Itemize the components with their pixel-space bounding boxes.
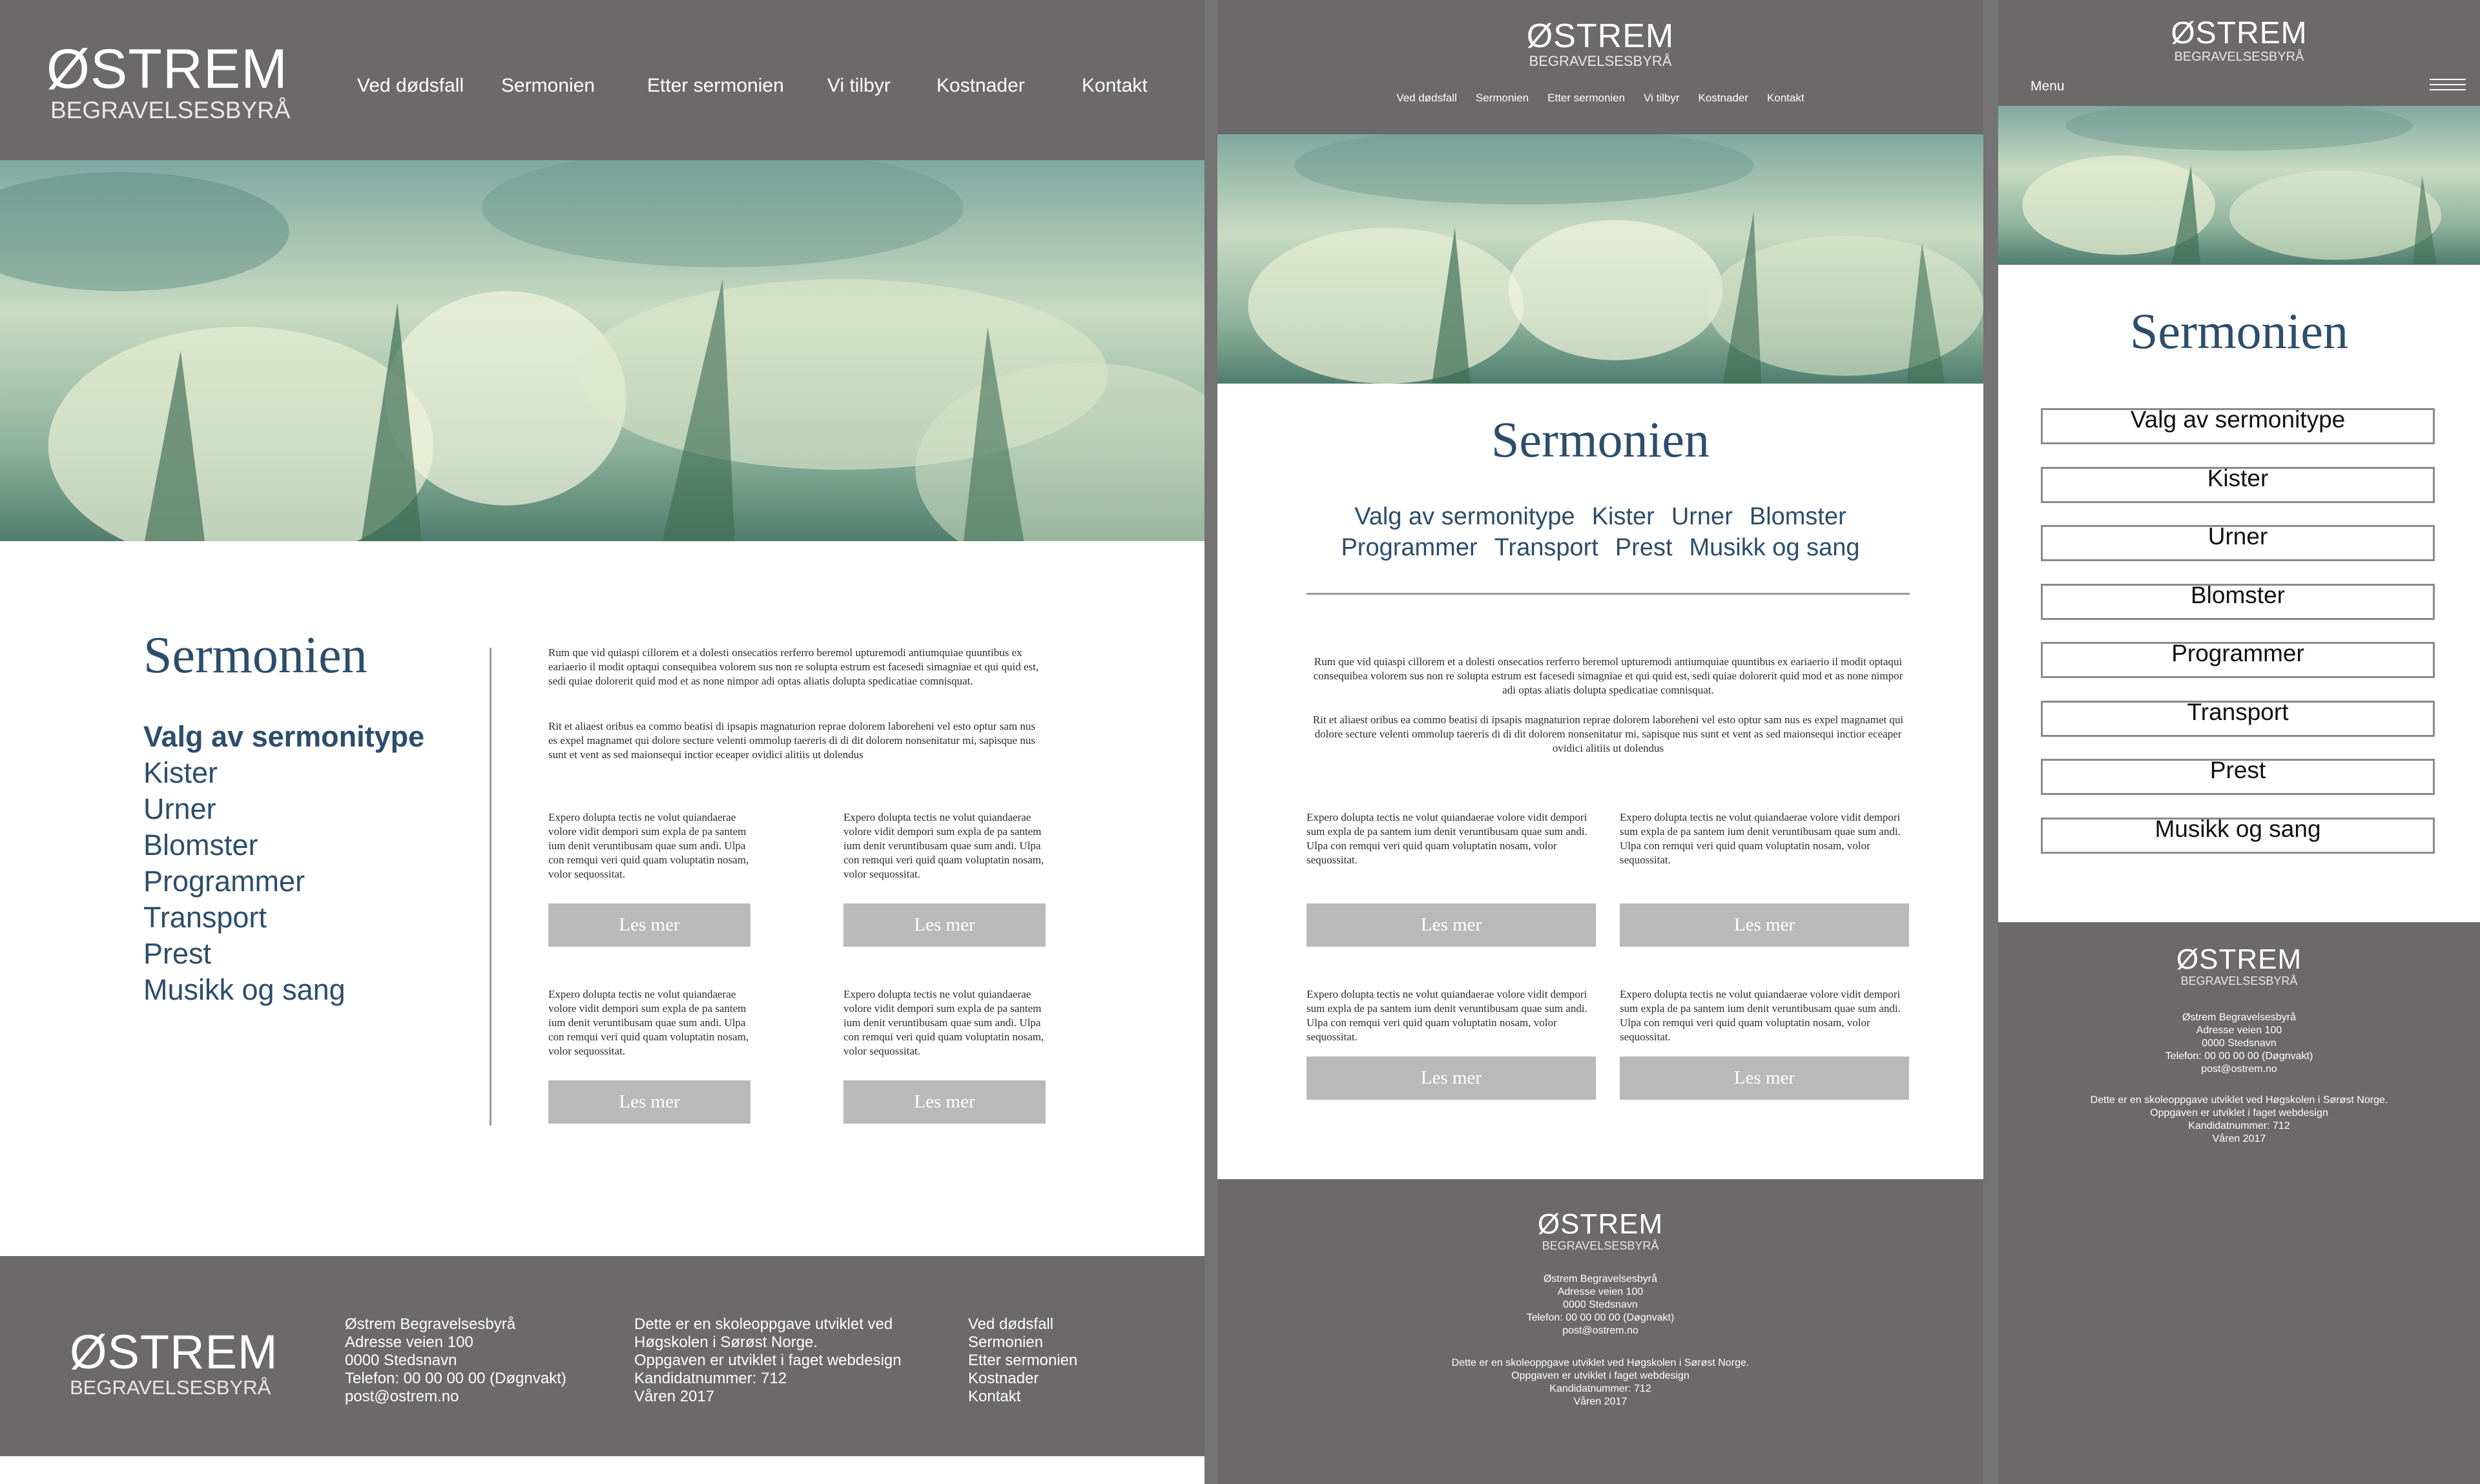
- footer-address: [345, 1315, 566, 1406]
- intro-paragraph-1: Rum que vid quiaspi cillorem et a dolesti onsecatios rerferro beremol upturemodi antiumquiae quuntibus ex eariaerio il modit optaqui consequibea volorem sus non re solupta estrum est facesedi simagniae et qui quid est, sedi quiae dolorerit quid mod et as none nimpor adi optas aliatis dolupta spedicatiae comnisquat.: [548, 646, 1039, 687]
- footer-company: Østrem Begravelsesbyrå: [345, 1315, 516, 1333]
- card-text: Expero dolupta tectis ne volut quiandaerae volore vidit dempori sum expla de pa santem ium denit veruntibusam quae sum andi. Ulpa con remqui veri quid quam voluptatin nosam, volor sequossitat.: [843, 811, 1044, 880]
- footer-link-kostnader[interactable]: Kostnader: [968, 1370, 1039, 1387]
- logo-wordmark: ØSTREM: [46, 38, 288, 100]
- nav-kontakt[interactable]: Kontakt: [1082, 75, 1148, 96]
- logo-subtitle: BEGRAVELSESBYRÅ: [50, 97, 291, 123]
- submenu-item-urner[interactable]: Urner: [143, 792, 216, 825]
- submenu-item-programmer[interactable]: Programmer: [143, 865, 305, 898]
- read-more-button[interactable]: Les mer: [843, 903, 1046, 947]
- footer-company: Østrem Begravelsesbyrå: [1543, 1273, 1658, 1284]
- submenu-item-musikk-og-sang[interactable]: Musikk og sang: [1689, 534, 1860, 561]
- footer-street: Adresse veien 100: [345, 1334, 473, 1351]
- logo-wordmark: ØSTREM: [1537, 1208, 1664, 1240]
- submenu-item-transport[interactable]: Transport: [1494, 534, 1598, 561]
- footer-city: 0000 Stedsnavn: [2202, 1038, 2277, 1049]
- submenu-item-valg-av-sermonitype[interactable]: Valg av sermonitype: [1354, 503, 1575, 530]
- submenu-item-urner[interactable]: Urner: [1671, 503, 1733, 530]
- footer-about-line: Kandidatnummer: 712: [634, 1370, 787, 1387]
- logo-subtitle: BEGRAVELSESBYRÅ: [1542, 1239, 1659, 1252]
- card-text: Expero dolupta tectis ne volut quiandaerae volore vidit dempori sum expla de pa santem ium denit veruntibusam quae sum andi. Ulpa con remqui veri quid quam voluptatin nosam, volor sequossitat.: [548, 811, 749, 880]
- nav-sermonien[interactable]: Sermonien: [501, 75, 595, 96]
- footer-about: [634, 1315, 902, 1406]
- footer-links: [968, 1315, 1077, 1406]
- footer-street: Adresse veien 100: [1557, 1286, 1644, 1297]
- card-text: Expero dolupta tectis ne volut quiandaerae volore vidit dempori sum expla de pa santem ium denit veruntibusam quae sum andi. Ulpa con remqui veri quid quam voluptatin nosam, volor sequossitat.: [1307, 988, 1587, 1043]
- mobile-mockup: [1998, 0, 2480, 1484]
- footer-about-line: Dette er en skoleoppgave utviklet ved Høgskolen i Sørøst Norge.: [2090, 1095, 2388, 1106]
- submenu-item-valg-av-sermonitype[interactable]: Valg av sermonitype: [143, 720, 425, 753]
- page-title: Sermonien: [2130, 303, 2348, 359]
- site-footer: [1998, 922, 2480, 1218]
- main-nav: [1217, 92, 1983, 105]
- footer-phone: Telefon: 00 00 00 00 (Døgnvakt): [1526, 1312, 1675, 1323]
- submenu-item-blomster[interactable]: Blomster: [143, 829, 258, 861]
- footer-email-link[interactable]: post@ostrem.no: [2201, 1064, 2277, 1075]
- footer-about-line: Våren 2017: [1573, 1396, 1628, 1407]
- menu-label[interactable]: Menu: [2031, 79, 2065, 94]
- submenu: [143, 719, 424, 1008]
- logo-wordmark: ØSTREM: [2176, 943, 2302, 975]
- submenu-item-valg-av-sermonitype[interactable]: Valg av sermonitype: [2041, 408, 2435, 444]
- submenu-item-kister[interactable]: Kister: [2041, 467, 2435, 503]
- site-header: [0, 0, 1204, 160]
- submenu-item-urner[interactable]: Urner: [2041, 525, 2435, 561]
- site-footer: [0, 1256, 1204, 1456]
- logo-wordmark: ØSTREM: [1526, 17, 1675, 55]
- read-more-button[interactable]: Les mer: [548, 1080, 750, 1124]
- intro-paragraph-2: Rit et aliaest oribus ea commo beatisi di ipsapis magnaturion reprae dolorem laboreheni vel esto optur sam nus es expel magnamet qui dolore secture velenti ommolup taereris di di dit dolorem nonsenitatur mi, sapisque nus sunt et vent as sed maionsequi inctior eceaper ovidici alitiis ut dolendus: [1312, 714, 1904, 754]
- submenu-item-musikk-og-sang[interactable]: Musikk og sang: [2041, 818, 2435, 854]
- horizontal-divider: [1307, 593, 1910, 595]
- read-more-button[interactable]: Les mer: [843, 1080, 1046, 1124]
- card-text: Expero dolupta tectis ne volut quiandaerae volore vidit dempori sum expla de pa santem ium denit veruntibusam quae sum andi. Ulpa con remqui veri quid quam voluptatin nosam, volor sequossitat.: [1307, 811, 1587, 866]
- footer-about: [1998, 1094, 2480, 1146]
- vertical-divider: [490, 648, 491, 1126]
- read-more-button[interactable]: Les mer: [1620, 903, 1909, 947]
- nav-vi-tilbyr[interactable]: Vi tilbyr: [827, 75, 891, 96]
- site-header: [1217, 0, 1983, 134]
- nav-ved-dodsfall[interactable]: Ved dødsfall: [357, 75, 464, 96]
- footer-link-sermonien[interactable]: Sermonien: [968, 1334, 1044, 1351]
- nav-vi-tilbyr[interactable]: Vi tilbyr: [1644, 92, 1680, 104]
- logo[interactable]: [46, 38, 291, 123]
- nav-sermonien[interactable]: Sermonien: [1475, 92, 1529, 104]
- desktop-mockup: [0, 0, 1204, 1484]
- nav-etter-sermonien[interactable]: Etter sermonien: [647, 75, 784, 96]
- submenu-item-prest[interactable]: Prest: [1615, 534, 1673, 561]
- submenu-item-blomster[interactable]: Blomster: [1749, 503, 1846, 530]
- nav-kontakt[interactable]: Kontakt: [1767, 92, 1804, 104]
- read-more-button[interactable]: Les mer: [1307, 1056, 1596, 1100]
- hamburger-icon[interactable]: [2430, 79, 2466, 92]
- footer-city: 0000 Stedsnavn: [345, 1352, 457, 1369]
- card-text: Expero dolupta tectis ne volut quiandaerae volore vidit dempori sum expla de pa santem ium denit veruntibusam quae sum andi. Ulpa con remqui veri quid quam voluptatin nosam, volor sequossitat.: [548, 988, 749, 1057]
- logo-subtitle: BEGRAVELSESBYRÅ: [2180, 974, 2298, 987]
- footer-link-etter-sermonien[interactable]: Etter sermonien: [968, 1352, 1078, 1369]
- footer-about-line: Kandidatnummer: 712: [1549, 1383, 1651, 1394]
- site-header: [1998, 0, 2480, 106]
- intro-paragraph-2: Rit et aliaest oribus ea commo beatisi di ipsapis magnaturion reprae dolorem laboreheni vel esto optur sam nus es expel magnamet qui dolore secture velenti ommolup taereris di di dit dolorem nonsenitatur mi, sapisque nus sunt et vent as sed maionsequi inctior eceaper ovidici alitiis ut dolendus: [548, 720, 1035, 761]
- logo[interactable]: [1217, 19, 1983, 68]
- logo-wordmark: ØSTREM: [70, 1325, 278, 1379]
- hero-flower-image: [0, 160, 1204, 541]
- page-title: Sermonien: [1491, 411, 1710, 468]
- submenu-item-kister[interactable]: Kister: [143, 756, 218, 789]
- footer-about-line: Høgskolen i Sørøst Norge.: [634, 1334, 818, 1351]
- footer-link-ved-dodsfall[interactable]: Ved dødsfall: [968, 1315, 1054, 1333]
- footer-phone: Telefon: 00 00 00 00 (Døgnvakt): [2165, 1051, 2313, 1062]
- footer-about-line: Kandidatnummer: 712: [2188, 1120, 2290, 1131]
- submenu-item-prest[interactable]: Prest: [2041, 759, 2435, 795]
- submenu-item-transport[interactable]: Transport: [2041, 701, 2435, 737]
- footer-company: Østrem Begravelsesbyrå: [2182, 1012, 2297, 1023]
- footer-email-link[interactable]: post@ostrem.no: [1562, 1325, 1638, 1336]
- footer-about: [1217, 1357, 1983, 1408]
- footer-logo[interactable]: [70, 1325, 278, 1399]
- submenu-item-blomster[interactable]: Blomster: [2041, 584, 2435, 620]
- read-more-button[interactable]: Les mer: [1307, 903, 1596, 947]
- hero-flower-image: [1217, 134, 1983, 384]
- nav-kostnader[interactable]: Kostnader: [936, 75, 1025, 96]
- logo-subtitle: BEGRAVELSESBYRÅ: [2174, 50, 2304, 64]
- footer-about-line: Oppgaven er utviklet i faget webdesign: [2150, 1108, 2328, 1118]
- nav-etter-sermonien[interactable]: Etter sermonien: [1547, 92, 1626, 104]
- page-title: Sermonien: [143, 627, 367, 684]
- submenu-item-musikk-og-sang[interactable]: Musikk og sang: [143, 973, 346, 1006]
- logo-subtitle: BEGRAVELSESBYRÅ: [70, 1376, 271, 1399]
- footer-logo[interactable]: [1998, 945, 2480, 987]
- submenu: [1295, 502, 1906, 562]
- footer-link-kontakt[interactable]: Kontakt: [968, 1388, 1021, 1405]
- card-text: Expero dolupta tectis ne volut quiandaerae volore vidit dempori sum expla de pa santem ium denit veruntibusam quae sum andi. Ulpa con remqui veri quid quam voluptatin nosam, volor sequossitat.: [843, 988, 1044, 1057]
- footer-about-line: Oppgaven er utviklet i faget webdesign: [634, 1352, 902, 1369]
- card-text: Expero dolupta tectis ne volut quiandaerae volore vidit dempori sum expla de pa santem ium denit veruntibusam quae sum andi. Ulpa con remqui veri quid quam voluptatin nosam, volor sequossitat.: [1620, 811, 1901, 866]
- footer-about-line: Våren 2017: [2212, 1133, 2266, 1144]
- hero-flower-image: [1998, 106, 2480, 265]
- footer-street: Adresse veien 100: [2196, 1025, 2282, 1036]
- footer-address: [1998, 1011, 2480, 1076]
- footer-about-line: Dette er en skoleoppgave utviklet ved: [634, 1315, 893, 1333]
- footer-logo[interactable]: [1217, 1210, 1983, 1252]
- nav-kostnader[interactable]: Kostnader: [1698, 92, 1749, 104]
- footer-email-link[interactable]: post@ostrem.no: [345, 1388, 459, 1405]
- nav-ved-dodsfall[interactable]: Ved dødsfall: [1396, 92, 1457, 104]
- footer-about-line: Våren 2017: [634, 1388, 715, 1405]
- mobile-content: [1998, 265, 2480, 922]
- logo-subtitle: BEGRAVELSESBYRÅ: [1529, 53, 1672, 69]
- submenu-item-kister[interactable]: Kister: [1591, 503, 1655, 530]
- logo-wordmark: ØSTREM: [2171, 16, 2308, 50]
- card-text: Expero dolupta tectis ne volut quiandaerae volore vidit dempori sum expla de pa santem ium denit veruntibusam quae sum andi. Ulpa con remqui veri quid quam voluptatin nosam, volor sequossitat.: [1620, 988, 1901, 1043]
- tablet-mockup: [1217, 0, 1983, 1484]
- footer-city: 0000 Stedsnavn: [1563, 1299, 1638, 1310]
- intro-paragraph-1: Rum que vid quiaspi cillorem et a dolesti onsecatios rerferro beremol upturemodi antiumquiae quuntibus ex eariaerio il modit optaqui consequibea volorem sus non re solupta estrum est facesedi simagniae et qui quid est, sedi quiae dolorerit quid mod et as none nimpor adi optas aliatis dolupta spedicatiae comnisquat.: [1313, 655, 1903, 696]
- submenu-item-prest[interactable]: Prest: [143, 937, 212, 970]
- footer-about-line: Oppgaven er utviklet i faget webdesign: [1511, 1370, 1690, 1381]
- footer-address: [1217, 1273, 1983, 1337]
- read-more-button[interactable]: Les mer: [548, 903, 750, 947]
- footer-phone: Telefon: 00 00 00 00 (Døgnvakt): [345, 1370, 566, 1387]
- submenu-item-programmer[interactable]: Programmer: [1341, 534, 1478, 561]
- submenu-item-programmer[interactable]: Programmer: [2041, 642, 2435, 678]
- submenu-item-transport[interactable]: Transport: [143, 901, 267, 934]
- read-more-button[interactable]: Les mer: [1620, 1056, 1909, 1100]
- footer-about-line: Dette er en skoleoppgave utviklet ved Høgskolen i Sørøst Norge.: [1451, 1357, 1750, 1368]
- logo[interactable]: [1998, 18, 2480, 63]
- site-footer: [1217, 1179, 1983, 1484]
